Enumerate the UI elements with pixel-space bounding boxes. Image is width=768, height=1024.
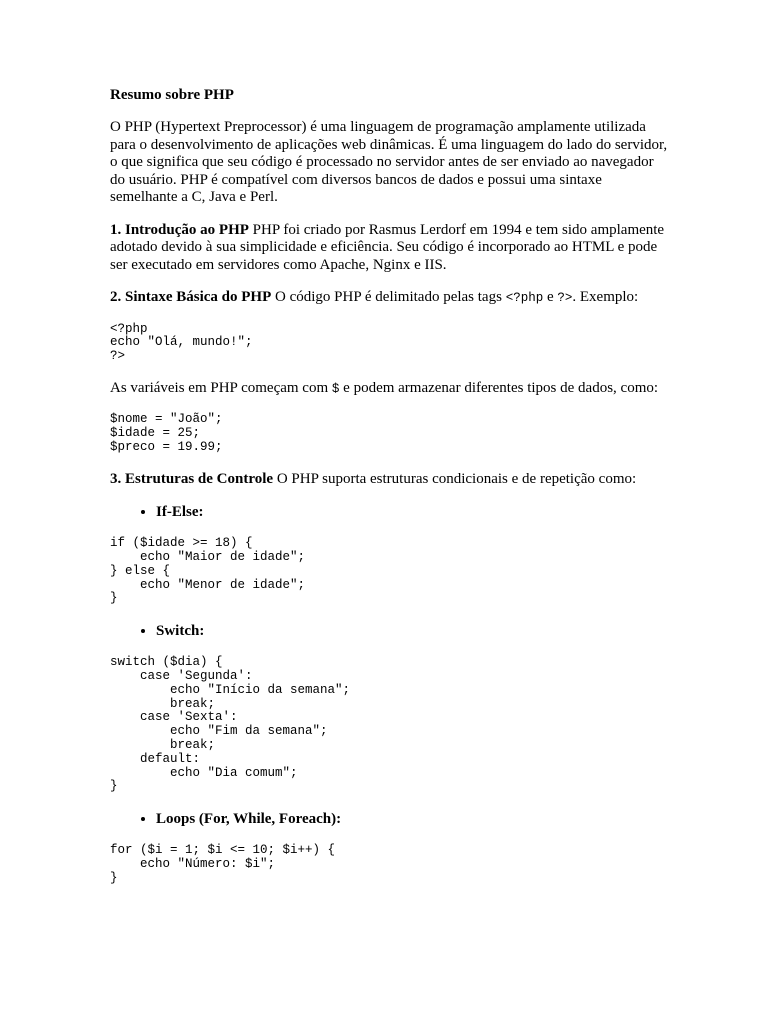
bullet-list-loops [110, 810, 670, 828]
inline-code-dollar: $ [331, 381, 340, 396]
section-text: e [543, 289, 558, 305]
section-control [110, 471, 670, 489]
section-text: O PHP suporta estruturas condicionais e de repetição como: [273, 470, 637, 487]
section-text: PHP foi criado por Rasmus Lerdorf em 1994 e tem sido amplamente adotado devido à sua simplicidade e eficiência. Seu código é incorporado ao HTML e pode ser executado em servidores como Apache, Nginx e IIS. [110, 221, 665, 273]
variables-paragraph [110, 380, 670, 399]
section-text: O código PHP é delimitado pelas tags [271, 289, 506, 305]
list-item: • If-Else: [156, 503, 670, 521]
section-intro-php [110, 222, 670, 275]
bullet-list-if-else [110, 503, 670, 521]
section-syntax [110, 289, 670, 308]
list-item: • Switch: [156, 622, 670, 640]
code-block-if-else: if ($idade >= 18) { echo "Maior de idade"; } else { echo "Menor de idade"; } [110, 536, 306, 606]
code-block-for-loop: for ($i = 1; $i <= 10; $i++) { echo "Número: $i"; } [110, 843, 336, 885]
document-page [110, 86, 670, 902]
section-heading: 3. Estruturas de Controle [110, 470, 274, 487]
inline-code-php-close-tag: ?> [557, 291, 573, 305]
list-item: • Loops (For, While, Foreach): [156, 810, 670, 828]
document-title: Resumo sobre PHP [110, 87, 234, 103]
inline-code-php-open-tag: <?php [505, 291, 544, 305]
section-heading: 2. Sintaxe Básica do PHP [110, 289, 272, 305]
code-block-hello-world: <?php echo "Olá, mundo!"; ?> [110, 321, 253, 364]
section-heading: 1. Introdução ao PHP [110, 221, 249, 238]
code-block-switch: switch ($dia) { case 'Segunda': echo "Início da semana"; break; case 'Sexta': echo "Fim da semana"; break; default: echo "Dia comum"; } [110, 655, 351, 794]
variables-text: e podem armazenar diferentes tipos de dados, como: [339, 379, 659, 396]
section-text: . Exemplo: [572, 289, 639, 305]
variables-text: As variáveis em PHP começam com [110, 379, 332, 396]
bullet-list-switch [110, 622, 670, 640]
intro-paragraph: O PHP (Hypertext Preprocessor) é uma linguagem de programação amplamente utilizada para o desenvolvimento de aplicações web dinâmicas. É uma linguagem do lado do servidor, o que significa que seu código é processado no servidor antes de ser enviado ao navegador do usuário. PHP é compatível com diversos bancos de dados e possui uma sintaxe semelhante a C, Java e Perl. [110, 119, 668, 205]
code-block-variables: $nome = "João"; $idade = 25; $preco = 19.99; [110, 412, 223, 454]
